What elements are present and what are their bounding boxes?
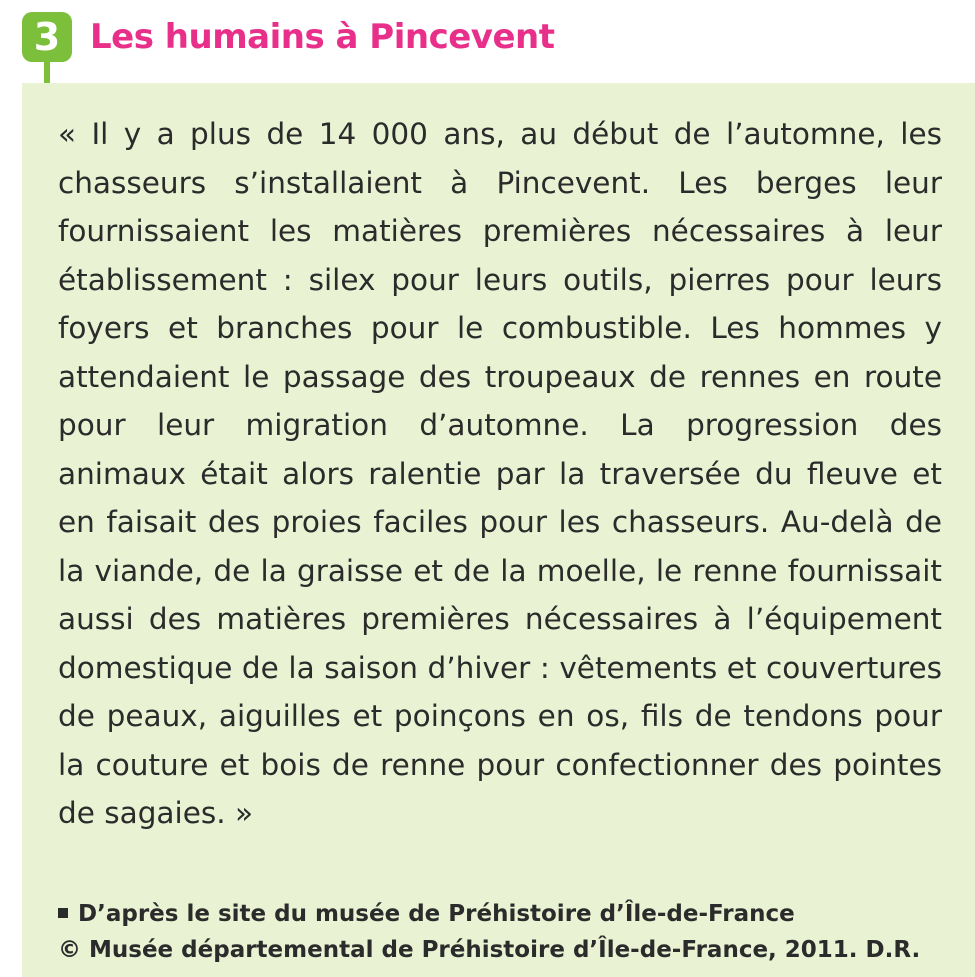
section-number-badge: 3 <box>22 12 72 62</box>
document-title: Les humains à Pincevent <box>90 17 555 57</box>
bullet-square-icon <box>58 908 68 918</box>
document-header <box>22 12 962 74</box>
source-citation <box>58 896 968 968</box>
copyright-line: © Musée départemental de Préhistoire d’Île-de-France, 2011. D.R. <box>58 937 921 963</box>
quote-text: « Il y a plus de 14 000 ans, au début de l’automne, les chasseurs s’installaient à Pincevent. Les berges leur fournissaient les matières premières nécessaires à leur établissement : silex pour leurs outils, pierres pour leurs foyers et branches pour le combustible. Les hommes y attendaient le passage des troupeaux de rennes en route pour leur migration d’automne. La progression des animaux était alors ralentie par la traversée du fleuve et en faisait des proies faciles pour les chasseurs. Au-delà de la viande, de la graisse et de la moelle, le renne fournissait aussi des matières premières nécessaires à l’équipement domestique de la saison d’hiver : vêtements et couvertures de peaux, aiguilles et poinçons en os, fils de tendons pour la couture et bois de renne pour confectionner des pointes de sagaies. » <box>58 117 942 830</box>
source-line-1 <box>58 896 968 932</box>
source-text: D’après le site du musée de Préhistoire d’Île-de-France <box>78 901 795 927</box>
badge-stem <box>44 62 50 84</box>
